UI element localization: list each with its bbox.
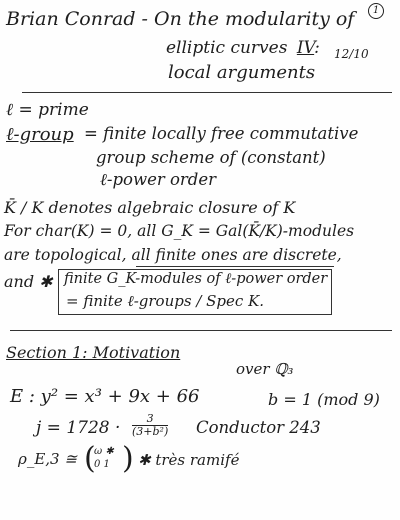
matrix-right-paren: ) — [122, 441, 134, 476]
title-colon: : — [314, 38, 320, 58]
l-group-term: ℓ-group — [6, 124, 74, 145]
j-fraction-denominator: (3+b²) — [132, 425, 169, 438]
b-congruence: b = 1 (mod 9) — [268, 390, 380, 409]
boxed-line-2: = finite ℓ-groups / Spec K. — [66, 292, 265, 310]
matrix-row-bottom: 0 1 — [94, 459, 110, 470]
char-zero-line: For char(K) = 0, all G_K = Gal(K̄/K)-modules — [4, 222, 355, 240]
over-q3: over ℚ₃ — [236, 360, 294, 378]
j-invariant-fraction — [132, 413, 168, 438]
j-invariant-prefix: j = 1728 · — [36, 418, 121, 438]
l-group-definition-3: ℓ-power order — [100, 170, 216, 189]
title-line-3: local arguments — [168, 62, 316, 83]
l-group-definition-1: = finite locally free commutative — [84, 124, 359, 143]
section-rule — [10, 330, 392, 331]
matrix-row-top: ω ✱ — [94, 446, 114, 457]
title-roman-numeral: IV — [296, 38, 315, 58]
j-fraction-numerator: 3 — [132, 413, 168, 426]
elliptic-curve-equation: E : y² = x³ + 9x + 66 — [10, 386, 200, 407]
title-line-1: Brian Conrad - On the modularity of — [6, 8, 355, 30]
topological-underline — [136, 266, 334, 267]
section-heading: Section 1: Motivation — [6, 343, 181, 362]
page-number: 1 — [368, 3, 384, 19]
l-prime-definition: ℓ = prime — [6, 100, 89, 120]
header-rule — [22, 92, 392, 93]
rho-prefix: ρ_E,3 ≅ — [18, 450, 77, 468]
topological-line: are topological, all finite ones are discrete, — [4, 246, 342, 264]
conductor: Conductor 243 — [196, 418, 321, 437]
boxed-line-1: finite G_K-modules of ℓ-power order — [64, 271, 328, 287]
date: 12/10 — [334, 47, 369, 61]
l-group-definition-2: group scheme of (constant) — [96, 148, 326, 167]
tres-ramife: ✱ très ramifé — [138, 451, 240, 469]
title-elliptic-curves: elliptic curves — [166, 38, 288, 58]
algebraic-closure-line: K̄ / K denotes algebraic closure of K — [4, 198, 296, 217]
and-star: and ✱ — [4, 272, 53, 291]
title-line-2 — [166, 38, 320, 58]
matrix-left-paren: ( — [84, 441, 96, 476]
